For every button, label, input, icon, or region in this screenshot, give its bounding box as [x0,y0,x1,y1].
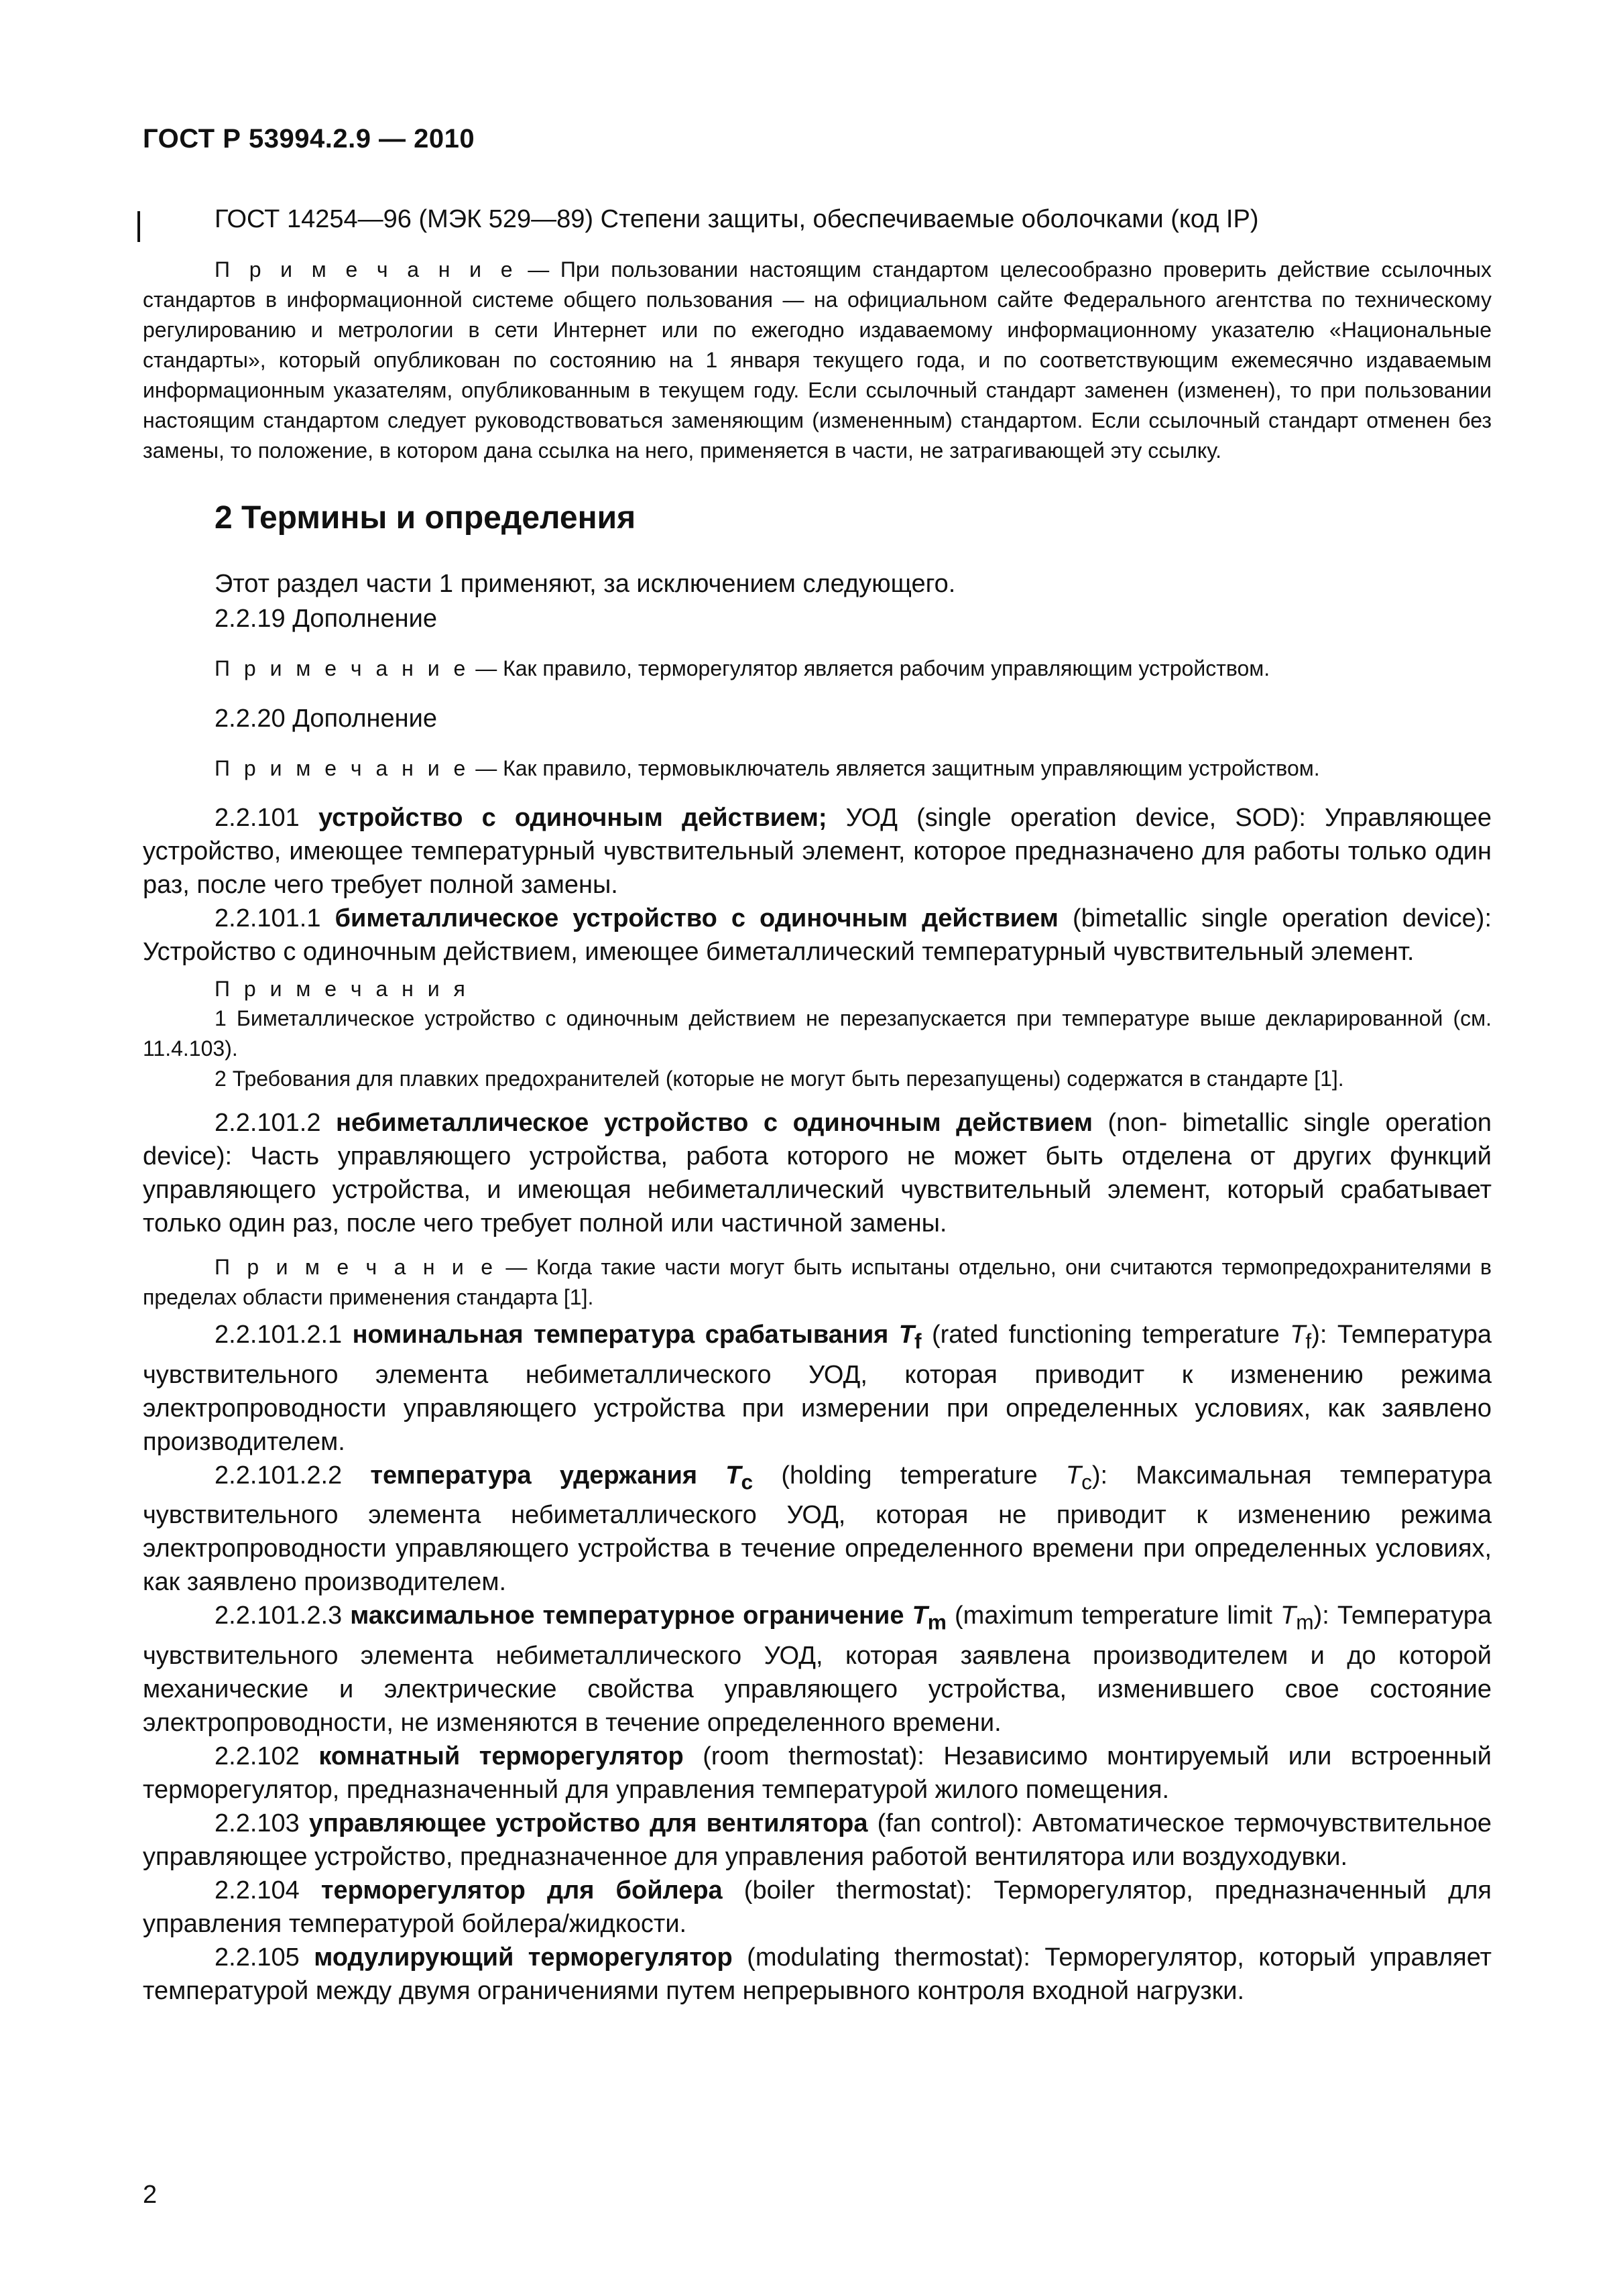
note-label: П р и м е ч а н и е [215,756,470,780]
symbol-subscript: f [914,1329,922,1353]
clause-2-2-105 [143,1941,1492,2008]
term: устройство с одиночным действием; [318,804,827,832]
english-term: (maximum temperature limit [946,1602,1280,1630]
term: комнатный терморегулятор [318,1742,684,1770]
english-term: (rated functioning temperature [921,1321,1290,1349]
symbol-subscript: c [741,1469,754,1494]
term: небиметаллическое устройство с одиночным действием [336,1109,1093,1137]
note-text: — Как правило, термовыключатель является защитным управляющим устройством. [469,756,1320,780]
definition: ): Температура чувствительного элемента небиметаллического УОД, которая приводит к изменению режима электропроводности управляющего устройства при измерении при определенных условиях, как заявлено производителем. [143,1321,1492,1456]
clause-2-2-101 [143,801,1492,902]
symbol: T [912,1602,928,1630]
note-item-1: 1 Биметаллическое устройство с одиночным действием не перезапускается при температуре выше декларированной (см. 11.4.103). [143,1006,1492,1061]
note-2-2-20 [143,753,1492,784]
note-item-2: 2 Требования для плавких предохранителей (которые не могут быть перезапущены) содержатся в стандарте [1]. [215,1067,1344,1091]
clause-number: 2.2.101.2.3 [215,1602,351,1630]
clause-2-2-104 [143,1874,1492,1941]
intro-line: Этот раздел части 1 применяют, за исключением следующего. [215,570,956,598]
clause-number: 2.2.104 [215,1876,321,1905]
note-paragraph [143,255,1492,466]
section-title: 2 Термины и определения [215,500,636,536]
definition: (room thermostat): Независимо монтируемый или встроенный терморегулятор, предназначенный для управления температурой жилого помещения. [143,1742,1492,1804]
clause-2-2-101-2-1 [143,1318,1492,1459]
definition: (boiler thermostat): Терморегулятор, предназначенный для управления температурой бойлера/жидкости. [143,1876,1492,1938]
clause-2-2-101-2 [143,1106,1492,1240]
clause-2-2-101-1 [143,902,1492,969]
clause-2-2-102 [143,1740,1492,1807]
definition: (bimetallic single operation device): Устройство с одиночным действием, имеющее биметаллический температурный чувствительный элемент. [143,904,1492,966]
term: модулирующий терморегулятор [314,1943,733,1972]
symbol-subscript: f [1305,1329,1312,1353]
definition: (fan control): Автоматическое термочувствительное управляющее устройство, предназначенное для управления работой вентилятора или воздуходувки. [143,1809,1492,1871]
note-text: — Когда такие части могут быть испытаны отдельно, они считаются термопредохранителями в пределах области применения стандарта [1]. [143,1255,1492,1309]
clause-2-2-20: 2.2.20 Дополнение [215,705,438,733]
definition: ): Максимальная температура чувствительного элемента небиметаллического УОД, которая не приводит к изменению режима электропроводности управляющего устройства в течение определенного времени при определенных условиях, как заявлено производителем. [143,1461,1492,1597]
note-2-2-19 [143,654,1492,684]
term: температура удержания [370,1461,726,1490]
symbol: T [1065,1461,1082,1490]
definition: ): Температура чувствительного элемента небиметаллического УОД, которая заявлена производителем и до которой механические и электрические свойства управляющего устройства, изменившего свое состояние электропроводности, не изменяются в течение определенного времени. [143,1602,1492,1737]
clause-number: 2.2.101.1 [215,904,335,932]
symbol-subscript: m [1296,1610,1314,1634]
term: биметаллическое устройство с одиночным действием [335,904,1059,932]
note-label: П р и м е ч а н и е [215,1255,497,1279]
clause-2-2-19: 2.2.19 Дополнение [215,605,438,633]
clause-number: 2.2.101.2.2 [215,1461,371,1490]
clause-number: 2.2.101.2.1 [215,1321,353,1349]
term: управляющее устройство для вентилятора [308,1809,868,1837]
change-bar [137,211,140,242]
english-term: (holding temperature [753,1461,1066,1490]
symbol-subscript: c [1081,1469,1092,1494]
clause-number: 2.2.101.2 [215,1109,337,1137]
term: максимальное температурное ограничение [350,1602,912,1630]
note-2-2-101-2 [143,1252,1492,1313]
clause-number: 2.2.103 [215,1809,309,1837]
symbol: T [1280,1602,1297,1630]
term: номинальная температура срабатывания [352,1321,899,1349]
symbol: T [725,1461,741,1490]
clause-2-2-103 [143,1807,1492,1874]
note-text: — Как правило, терморегулятор является рабочим управляющим устройством. [469,656,1270,680]
clause-number: 2.2.105 [215,1943,314,1972]
note-label: П р и м е ч а н и е [215,257,517,282]
definition: (non- bimetallic single operation device): Часть управляющего устройства, работа которого не может быть отделена от других функций управляющего устройства, и имеющая небиметаллический чувствительный элемент, который срабатывает только один раз, после чего требует полной или частичной замены. [143,1109,1492,1237]
note-label: П р и м е ч а н и е [215,656,470,680]
page-content [143,201,1492,2008]
notes-label: П р и м е ч а н и я [215,977,469,1001]
symbol-subscript: m [927,1610,947,1634]
clause-number: 2.2.101 [215,804,318,832]
clause-2-2-101-2-3 [143,1599,1492,1740]
page-number: 2 [143,2181,158,2209]
symbol: T [898,1321,914,1349]
document-header: ГОСТ Р 53994.2.9 — 2010 [143,124,475,154]
reference-entry: ГОСТ 14254—96 (МЭК 529—89) Степени защиты, обеспечиваемые оболочками (код IP) [215,205,1259,233]
clause-number: 2.2.102 [215,1742,319,1770]
definition: (modulating thermostat): Терморегулятор, который управляет температурой между двумя ограничениями путем непрерывного контроля входной нагрузки. [143,1943,1492,2005]
symbol: T [1290,1321,1306,1349]
definition: УОД (single operation device, SOD): Управляющее устройство, имеющее температурный чувствительный элемент, которое предназначено для работы только один раз, после чего требует полной замены. [143,804,1492,899]
term: терморегулятор для бойлера [320,1876,723,1905]
clause-2-2-101-2-2 [143,1459,1492,1599]
note-text: — При пользовании настоящим стандартом целесообразно проверить действие ссылочных стандартов в информационной системе общего пользования — на официальном сайте Федерального агентства по техническому регулированию и метрологии в сети Интернет или по ежегодно издаваемому информационному указателю «Национальные стандарты», который опубликован по состоянию на 1 января текущего года, и по соответствующим ежемесячно издаваемым информационным указателям, опубликованным в текущем году. Если ссылочный стандарт заменен (изменен), то при пользовании настоящим стандартом следует руководствоваться заменяющим (измененным) стандартом. Если ссылочный стандарт отменен без замены, то положение, в котором дана ссылка на него, применяется в части, не затрагивающей эту ссылку. [143,257,1492,463]
